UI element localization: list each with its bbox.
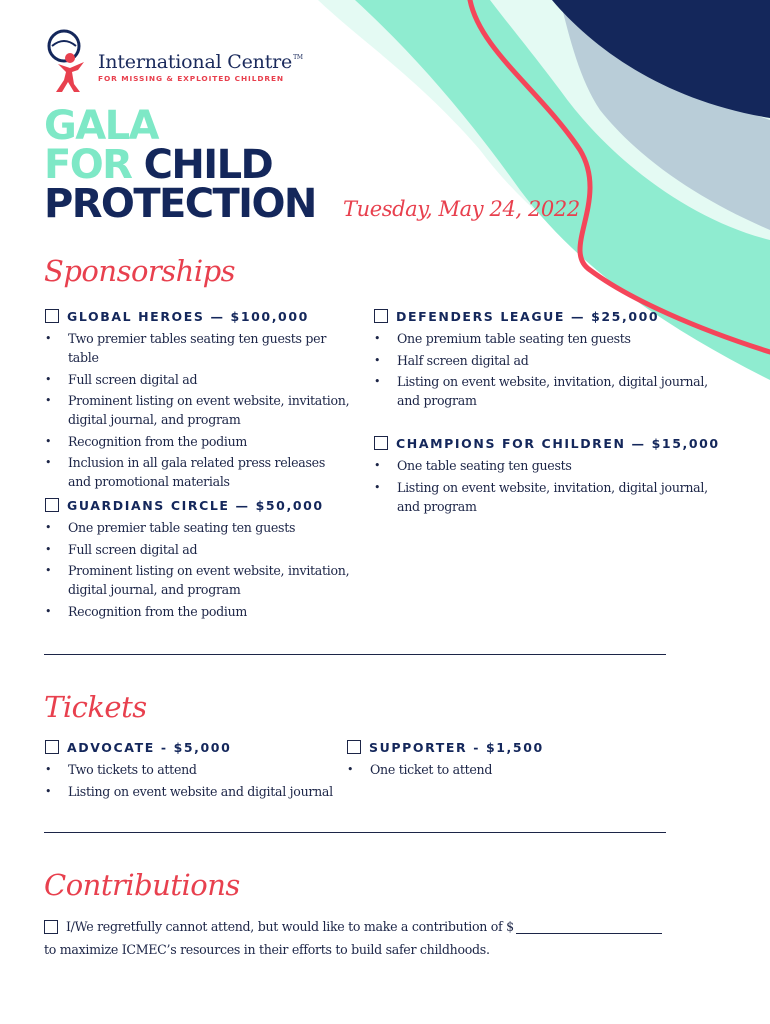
- tier-guardians-circle: [45, 496, 350, 623]
- list-item: • One table seating ten guests: [374, 456, 714, 475]
- contribution-text-2: to maximize ICMEC’s resources in their efforts to build safer childhoods.: [44, 942, 490, 957]
- list-item: • Full screen digital ad: [45, 370, 350, 389]
- contribution-row: [44, 919, 662, 934]
- sponsorships-heading: Sponsorships: [44, 254, 236, 288]
- list-item: • One premier table seating ten guests: [45, 518, 350, 537]
- defenders-league-checkbox[interactable]: [374, 309, 388, 323]
- benefits-list: [45, 518, 350, 621]
- advocate-checkbox[interactable]: [45, 740, 59, 754]
- benefits-list: [45, 760, 345, 801]
- list-item: • Two premier tables seating ten guests per table: [45, 329, 350, 367]
- benefits-list: [347, 760, 647, 779]
- list-item: • Listing on event website and digital journal: [45, 782, 345, 801]
- list-item: • Prominent listing on event website, invitation, digital journal, and program: [45, 391, 350, 429]
- section-divider: [44, 654, 666, 655]
- tier-global-heroes: [45, 307, 350, 494]
- list-item: • Listing on event website, invitation, digital journal, and program: [374, 372, 714, 410]
- contribution-amount-field[interactable]: [516, 920, 662, 934]
- tier-title: GUARDIANS CIRCLE — $50,000: [67, 497, 324, 513]
- list-item: • One premium table seating ten guests: [374, 329, 714, 348]
- event-date: Tuesday, May 24, 2022: [343, 197, 580, 221]
- tier-title: GLOBAL HEROES — $100,000: [67, 308, 309, 324]
- tier-title: ADVOCATE - $5,000: [67, 739, 232, 755]
- supporter-checkbox[interactable]: [347, 740, 361, 754]
- champions-checkbox[interactable]: [374, 436, 388, 450]
- ticket-supporter: [347, 738, 647, 782]
- guardians-circle-checkbox[interactable]: [45, 498, 59, 512]
- contribution-text: I/We regretfully cannot attend, but would like to make a contribution of $: [66, 919, 514, 934]
- list-item: • Inclusion in all gala related press releases and promotional materials: [45, 453, 350, 491]
- list-item: • One ticket to attend: [347, 760, 647, 779]
- event-title-line-2: FOR CHILD: [44, 142, 273, 188]
- list-item: • Listing on event website, invitation, digital journal, and program: [374, 478, 714, 516]
- contribution-checkbox[interactable]: [44, 920, 58, 934]
- logo-subtitle: FOR MISSING & EXPLOITED CHILDREN: [98, 74, 284, 83]
- benefits-list: [45, 329, 350, 491]
- benefits-list: [374, 456, 714, 516]
- list-item: • Recognition from the podium: [45, 432, 350, 451]
- globe-child-icon: [44, 28, 92, 98]
- list-item: • Half screen digital ad: [374, 351, 714, 370]
- event-title-line-3: PROTECTION: [44, 181, 316, 227]
- list-item: • Prominent listing on event website, invitation, digital journal, and program: [45, 561, 350, 599]
- global-heroes-checkbox[interactable]: [45, 309, 59, 323]
- event-title-line-1: GALA: [44, 103, 158, 149]
- list-item: • Two tickets to attend: [45, 760, 345, 779]
- tier-title: SUPPORTER - $1,500: [369, 739, 544, 755]
- benefits-list: [374, 329, 714, 410]
- tier-champions-for-children: [374, 434, 720, 518]
- tier-title: DEFENDERS LEAGUE — $25,000: [396, 308, 660, 324]
- tier-defenders-league: [374, 307, 714, 413]
- section-divider: [44, 832, 666, 833]
- contributions-heading: Contributions: [44, 868, 240, 902]
- ticket-advocate: [45, 738, 345, 803]
- tier-title: CHAMPIONS FOR CHILDREN — $15,000: [396, 435, 720, 451]
- tickets-heading: Tickets: [44, 690, 147, 724]
- logo-name: International Centre™: [98, 51, 303, 73]
- list-item: • Full screen digital ad: [45, 540, 350, 559]
- list-item: • Recognition from the podium: [45, 602, 350, 621]
